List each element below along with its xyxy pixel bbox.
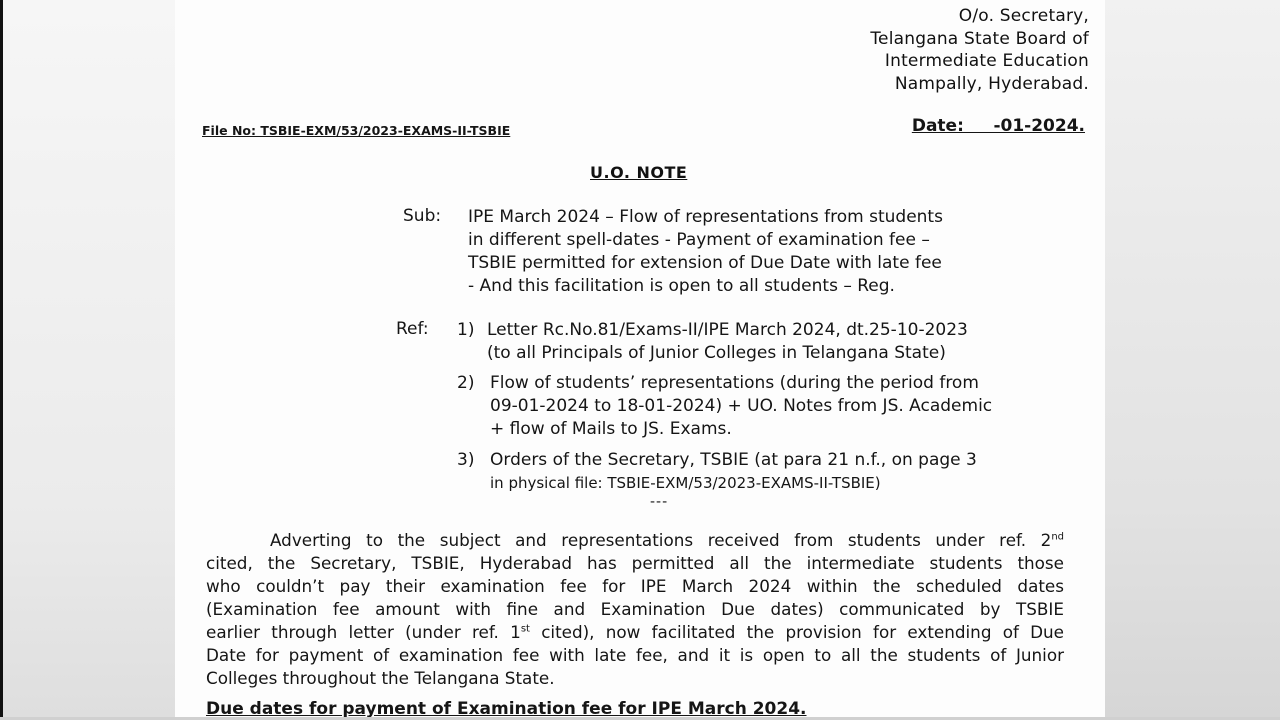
document-title: U.O. NOTE [590,163,688,182]
reference-number: 2) [457,373,475,393]
reference-line: in physical file: TSBIE-EXM/53/2023-EXAMS-II-TSBIE) [490,474,881,492]
superscript: nd [1051,531,1064,543]
paragraph-line: (Examination fee amount with fine and Examination Due dates) communicated by TSBIE [206,599,1064,619]
subject-text [468,206,1028,298]
background-right [1105,0,1280,720]
reference-line: 09-01-2024 to 18-01-2024) + UO. Notes from JS. Academic [490,396,993,416]
office-address-line: O/o. Secretary, [958,6,1089,26]
subject-label: Sub: [403,206,442,226]
document-date: Date: -01-2024. [911,116,1085,136]
reference-line: Letter Rc.No.81/Exams-II/IPE March 2024, dt.25-10-2023 [487,320,968,340]
background-left [3,0,175,720]
paragraph-line: cited, the Secretary, TSBIE, Hyderabad has permitted all the intermediate students those [206,553,1064,573]
paragraph-line: Date for payment of examination fee with late fee, and it is open to all the students of Junior [206,645,1064,665]
paragraph-line [206,621,1064,644]
paragraph-line: Colleges throughout the Telangana State. [206,668,555,688]
section-heading: Due dates for payment of Examination fee for IPE March 2024. [206,699,807,717]
subject-line: IPE March 2024 – Flow of representations from students [468,207,943,227]
reference-line: + flow of Mails to JS. Exams. [490,419,732,439]
reference-number: 1) [457,320,475,340]
reference-line: Flow of students’ representations (during the period from [490,373,979,393]
office-address-line: Telangana State Board of [870,28,1089,49]
body-paragraph [206,529,1064,690]
reference-number: 3) [457,450,475,470]
paragraph-line [206,529,1064,552]
reference-label: Ref: [396,319,429,339]
office-address-line: Intermediate Education [884,51,1089,71]
paragraph-text: Adverting to the subject and representations received from students under ref. 2 [270,530,1052,550]
paragraph-text: cited), now facilitated the provision for extending of Due [529,622,1065,642]
office-address-line: Nampally, Hyderabad. [894,73,1089,94]
subject-line: TSBIE permitted for extension of Due Date with late fee [468,253,942,273]
reference-line: (to all Principals of Junior Colleges in Telangana State) [487,343,946,363]
paragraph-text: earlier through letter (under ref. 1 [206,622,521,642]
paragraph-line: who couldn’t pay their examination fee for IPE March 2024 within the scheduled dates [206,576,1064,596]
subject-line: - And this facilitation is open to all students – Reg. [468,276,895,296]
file-number: File No: TSBIE-EXM/53/2023-EXAMS-II-TSBIE [202,123,511,138]
subject-line: in different spell-dates - Payment of examination fee – [468,230,930,250]
separator: --- [650,494,669,510]
reference-line: Orders of the Secretary, TSBIE (at para 21 n.f., on page 3 [490,450,977,470]
superscript: st [520,623,530,635]
office-address [870,5,1089,95]
document-page [175,0,1105,717]
